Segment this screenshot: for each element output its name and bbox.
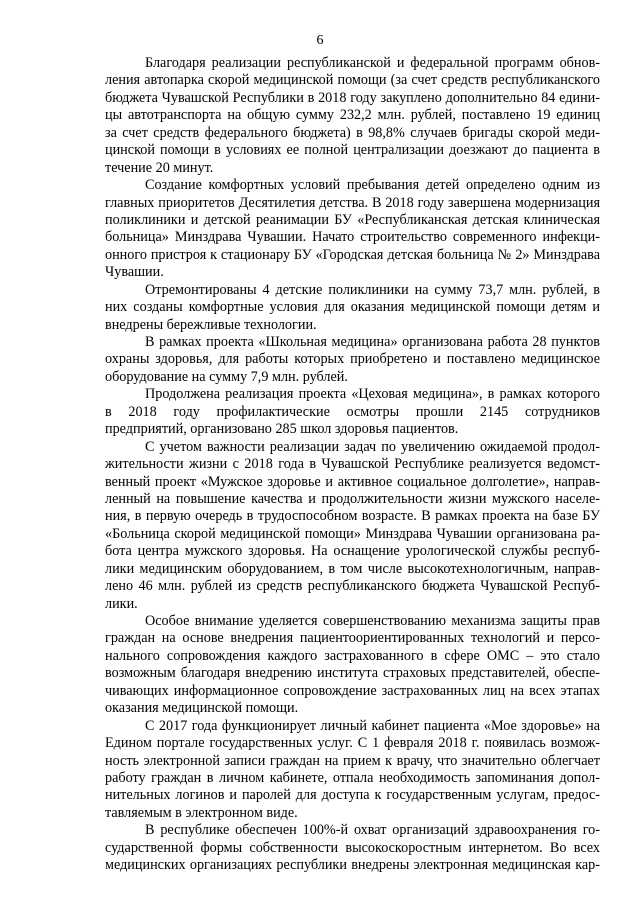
text-line: за счет средств федерального бюджета) в 98,8% случаев бригады скорой меди- <box>105 124 600 141</box>
text-line: С 2017 года функционирует личный кабинет пациента «Мое здоровье» на <box>145 717 600 734</box>
text-line: бота центра мужского здоровья. На оснащение урологической службы респуб- <box>105 543 600 560</box>
paragraph <box>105 386 600 438</box>
text-line: онного пристроя к стационару БУ «Городская детская больница № 2» Минздрава <box>105 246 600 263</box>
text-line: больница» Минздрава Чувашии. Начато строительство современного инфекци- <box>105 229 600 246</box>
text-line: возможным благодаря внедрению института страховых представителей, обеспе- <box>105 665 600 682</box>
text-line: Чувашии. <box>105 264 164 281</box>
text-line: течение 20 минут. <box>105 159 214 176</box>
text-line: В республике обеспечен 100%-й охват организаций здравоохранения го- <box>145 822 600 839</box>
text-line: Отремонтированы 4 детские поликлиники на сумму 73,7 млн. рублей, в <box>145 281 600 298</box>
text-line: чивающих информационное сопровождение застрахованных лиц на всех этапах <box>105 682 600 699</box>
text-line: поликлиники и детской реанимации БУ «Республиканская детская клиническая <box>105 211 600 228</box>
text-line: граждан на основе внедрения пациентоориентированных технологий и персо- <box>105 630 600 647</box>
text-line: Создание комфортных условий пребывания детей определено одним из <box>145 177 600 194</box>
page-number: 6 <box>316 33 324 48</box>
text-line: «Больница скорой медицинской помощи» Минздрава Чувашии организована ра- <box>105 525 600 542</box>
text-line: ленный на повышение качества и продолжительности жизни мужского населе- <box>105 490 600 507</box>
text-line: ния, в первую очередь в трудоспособном возрасте. В рамках проекта на базе БУ <box>105 508 600 525</box>
text-line: главных приоритетов Десятилетия детства. В 2018 году завершена модернизация <box>105 194 600 211</box>
paragraph <box>105 177 600 282</box>
text-line: в 2018 году профилактические осмотры прошли 2145 сотрудников <box>105 403 600 420</box>
text-line: лики. <box>105 595 138 612</box>
text-line: сударственной формы собственности высокоскоростным интернетом. Во всех <box>105 839 600 856</box>
text-line: цинской помощи в условиях ее полной централизации доезжают до пациента в <box>105 142 600 159</box>
text-line: лики медицинским оборудованием, в том числе высокотехнологичным, направ- <box>105 560 600 577</box>
document-body <box>105 55 600 875</box>
text-line: В рамках проекта «Школьная медицина» организована работа 28 пунктов <box>145 334 600 350</box>
text-line: ления автопарка скорой медицинской помощи (за счет средств республиканского <box>105 72 600 89</box>
text-line: нального сопровождения каждого застрахованного в сфере ОМС – это стало <box>105 647 600 664</box>
text-line: медицинских организациях республики внедрены электронная медицинская кар- <box>105 857 600 874</box>
paragraph <box>105 822 600 874</box>
text-line: лено 46 млн. рублей из средств республиканского бюджета Чувашской Респуб- <box>105 578 600 595</box>
text-line: Особое внимание уделяется совершенствованию механизма защиты прав <box>145 613 600 629</box>
text-line: Едином портале государственных услуг. С 1 февраля 2018 г. появилась возмож- <box>105 735 600 752</box>
paragraph <box>105 282 600 334</box>
paragraph <box>105 439 600 613</box>
text-line: венный проект «Мужское здоровье и активное социальное долголетие», направ- <box>105 473 600 490</box>
text-line: охраны здоровья, для работы которых приобретено и поставлено медицинское <box>105 351 600 368</box>
text-line: оборудование на сумму 7,9 млн. рублей. <box>105 368 348 385</box>
text-line: тавляемым в электронном виде. <box>105 804 298 821</box>
text-line: Продолжена реализация проекта «Цеховая медицина», в рамках которого <box>145 386 600 403</box>
paragraph <box>105 718 600 823</box>
text-line: бюджета Чувашской Республики в 2018 году закуплено дополнительно 84 едини- <box>105 89 600 106</box>
text-line: ность электронной записи граждан на прием к врачу, что значительно облегчает <box>105 752 600 769</box>
paragraph <box>105 334 600 386</box>
paragraph <box>105 55 600 177</box>
paragraph <box>105 613 600 718</box>
text-line: Благодаря реализации республиканской и федеральной программ обнов- <box>145 55 600 71</box>
text-line: предприятий, организовано 285 школ здоровья пациентов. <box>105 421 459 438</box>
text-line: цы автотранспорта на общую сумму 232,2 млн. рублей, поставлено 19 единиц <box>105 107 600 124</box>
text-line: жительности жизни с 2018 года в Чувашской Республике реализуется ведомст- <box>105 456 600 473</box>
text-line: оказания медицинской помощи. <box>105 700 299 717</box>
text-line: них созданы комфортные условия для оказания медицинской помощи детям и <box>105 299 600 316</box>
text-line: внедрены бережливые технологии. <box>105 316 317 333</box>
text-line: нительных логинов и паролей для доступа к государственным услугам, предос- <box>105 787 600 804</box>
text-line: работу граждан в личном кабинете, отпала необходимость запоминания допол- <box>105 769 600 786</box>
text-line: С учетом важности реализации задач по увеличению ожидаемой продол- <box>145 438 600 455</box>
